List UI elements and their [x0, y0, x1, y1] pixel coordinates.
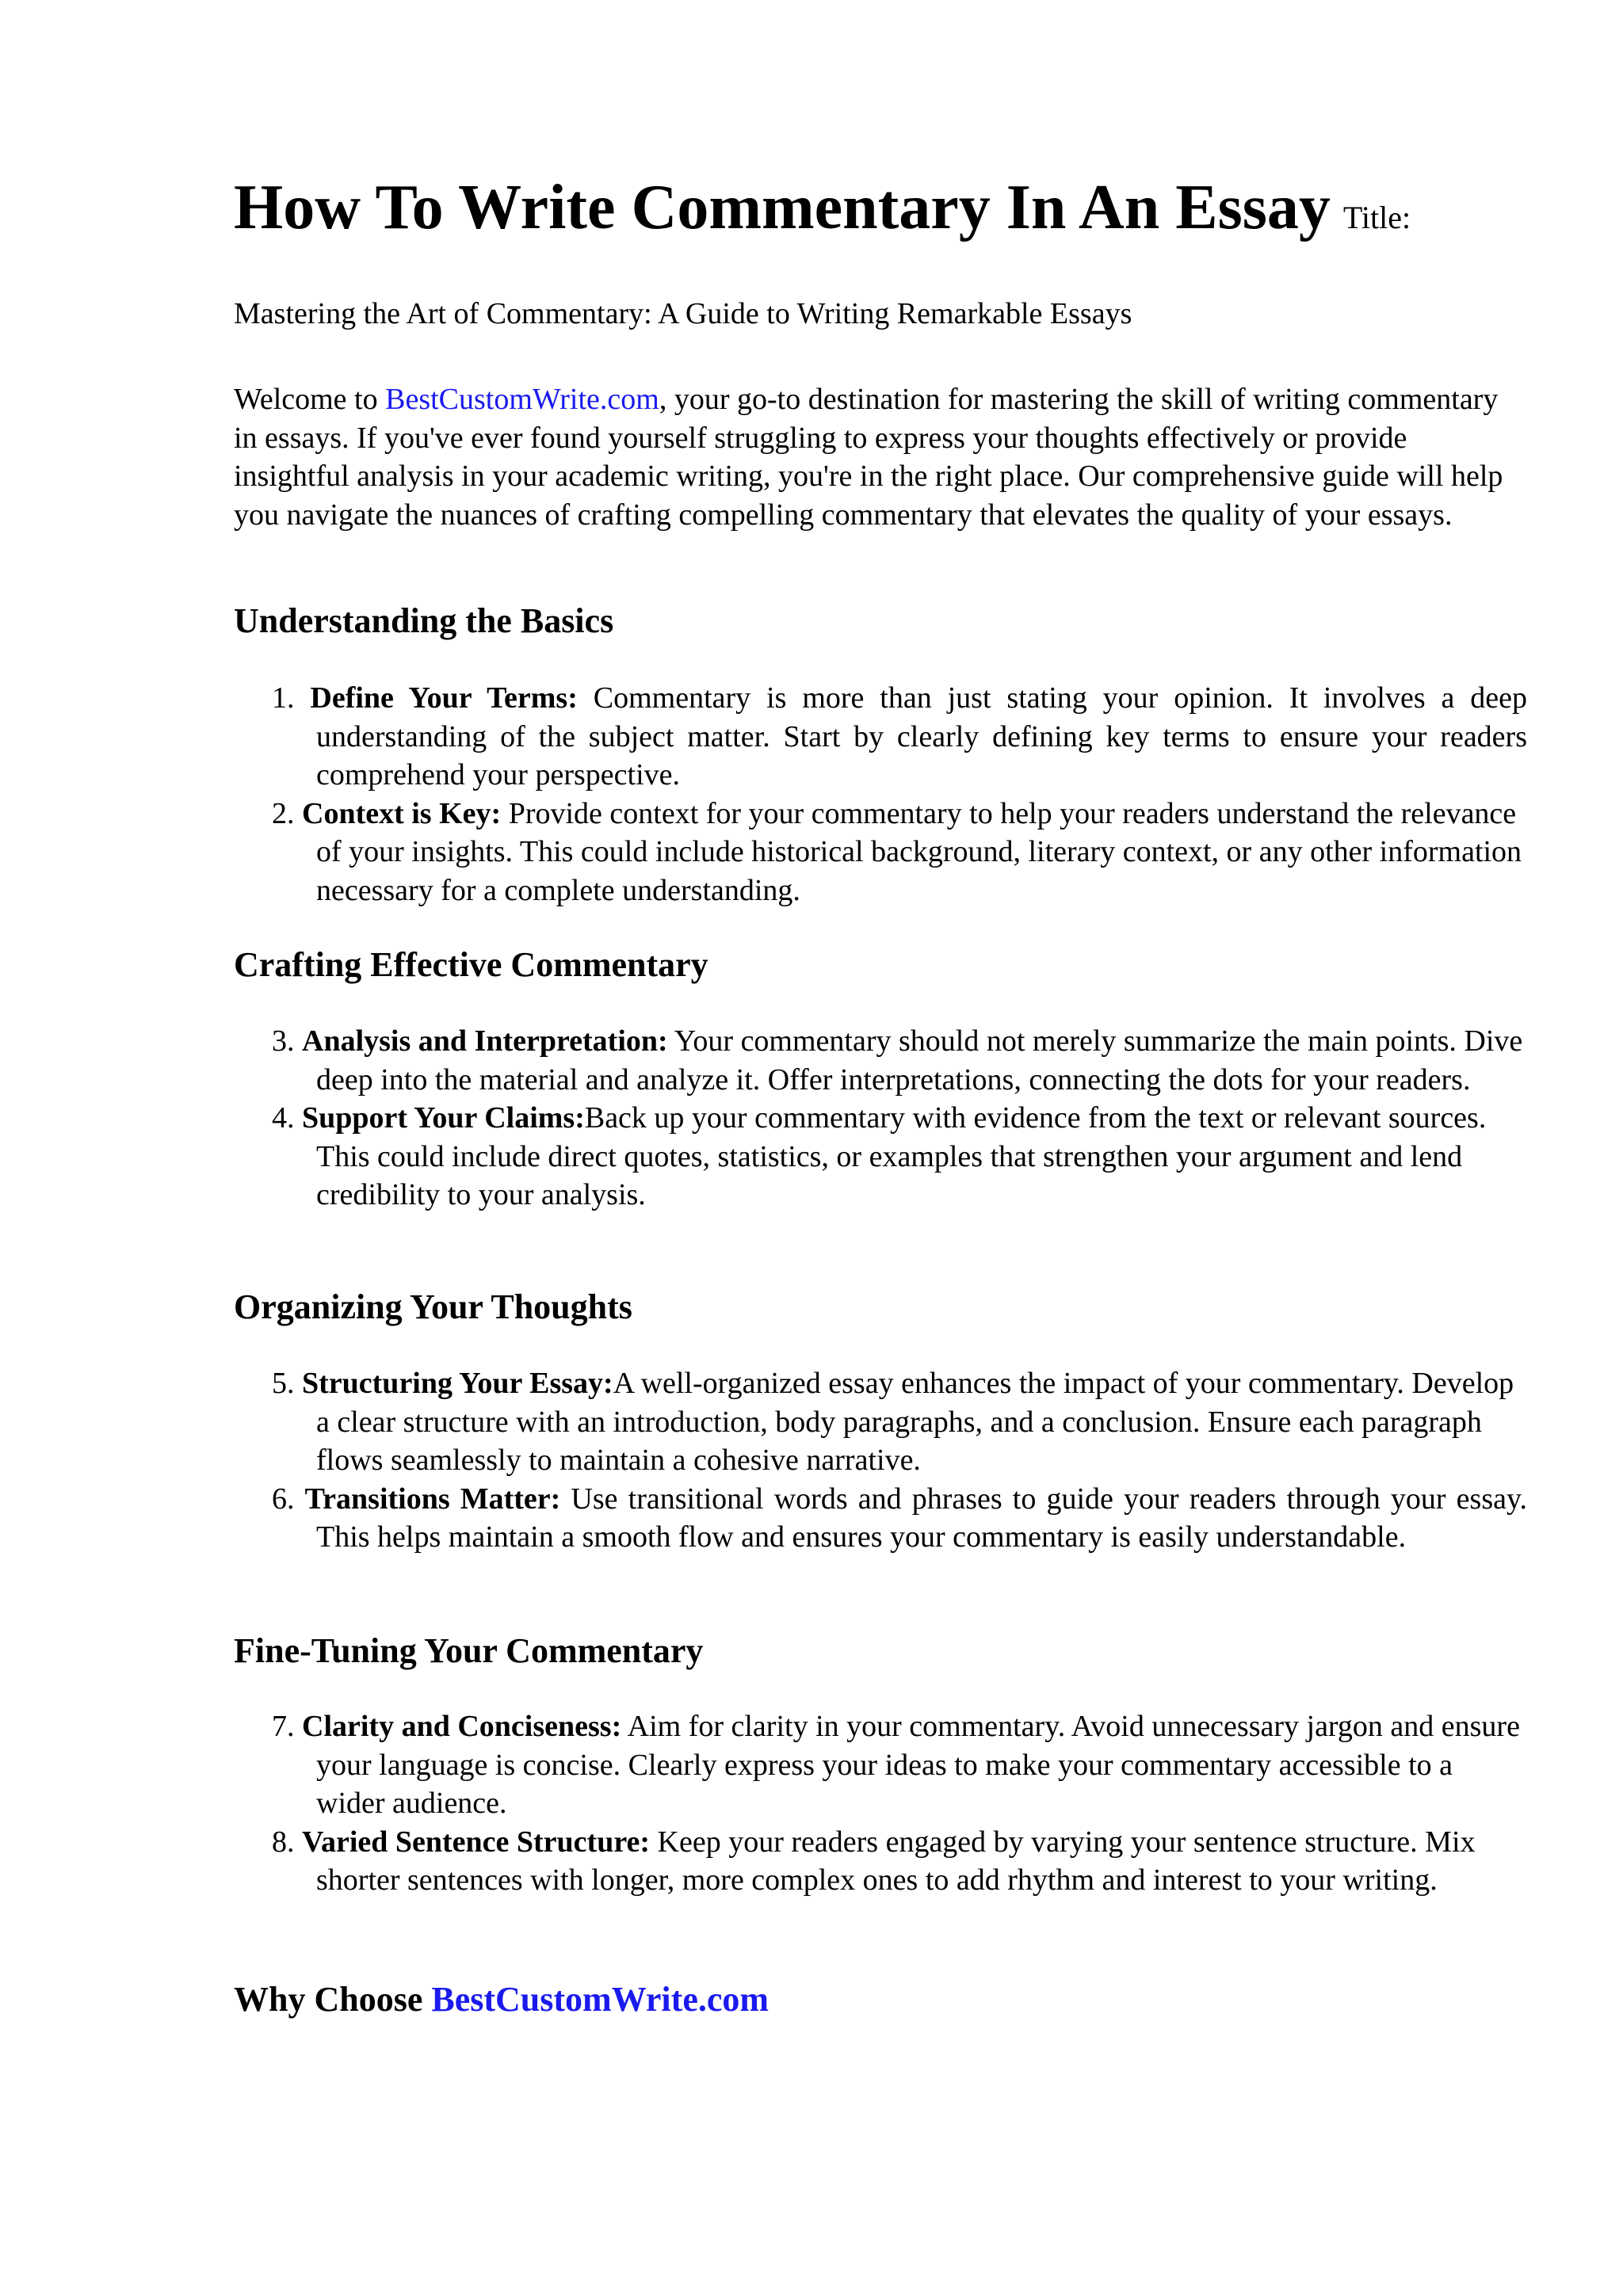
section-heading-basics: Understanding the Basics	[234, 601, 614, 640]
list-item-term: Support Your Claims:	[302, 1101, 585, 1135]
title-text: How To Write Commentary In An Essay	[234, 173, 1331, 242]
list-item-number: 4.	[272, 1101, 295, 1135]
list-item-text: Keep your readers engaged by varying your sentence structure. Mix shorter sentences with longer, more complex ones to add rhythm and interest to your writing.	[316, 1825, 1476, 1897]
list-item-text: Your commentary should not merely summarize the main points. Dive deep into the material and analyze it. Offer interpretations, connecting the dots for your readers.	[316, 1024, 1523, 1097]
list-item-term: Varied Sentence Structure:	[302, 1825, 651, 1859]
list-crafting	[272, 1022, 1527, 1215]
intro-text-rest: , your go-to destination for mastering the skill of writing commentary in essays. If you've ever found yourself struggling to express your thoughts effectively or provide insightful analysis in your academic writing, you're in the right place. Our comprehensive guide will help you navigate the nuances of crafting compelling commentary that elevates the quality of your essays.	[234, 383, 1503, 532]
list-item-term: Context is Key:	[302, 796, 502, 830]
list-item-term: Clarity and Conciseness:	[302, 1710, 622, 1743]
why-choose-prefix: Why Choose	[234, 1980, 432, 2019]
intro-site-link[interactable]: BestCustomWrite.com	[385, 383, 659, 416]
list-item-text: Aim for clarity in your commentary. Avoid unnecessary jargon and ensure your language is concise. Clearly express your ideas to make your commentary accessible to a wider audience.	[316, 1710, 1520, 1820]
list-item-number: 2.	[272, 796, 295, 830]
title-suffix: Title:	[1342, 200, 1411, 235]
subtitle: Mastering the Art of Commentary: A Guide to Writing Remarkable Essays	[234, 297, 1132, 330]
list-item-number: 7.	[272, 1710, 295, 1743]
list-item-number: 1.	[272, 681, 295, 715]
section-heading-crafting: Crafting Effective Commentary	[234, 945, 708, 984]
list-item-number: 6.	[272, 1482, 295, 1516]
list-item-text: Provide context for your commentary to help your readers understand the relevance of your insights. This could include historical background, literary context, or any other information necessary for a complete understanding.	[316, 796, 1522, 907]
list-item	[272, 795, 1527, 910]
list-fine-tuning	[272, 1707, 1527, 1900]
why-choose-heading	[234, 1979, 769, 2021]
section-heading-fine-tuning: Fine-Tuning Your Commentary	[234, 1631, 704, 1670]
list-item	[272, 1707, 1527, 1823]
list-item-term: Analysis and Interpretation:	[302, 1024, 668, 1058]
list-item	[272, 1022, 1527, 1099]
list-organizing	[272, 1364, 1527, 1557]
list-item	[272, 1099, 1527, 1215]
list-item-text: Commentary is more than just stating your opinion. It involves a deep understanding of the subject matter. Start by clearly defining key terms to ensure your readers comprehend your perspective.	[316, 681, 1528, 791]
list-basics	[272, 679, 1527, 910]
list-item	[272, 1480, 1527, 1557]
intro-text-start: Welcome to	[234, 383, 386, 416]
why-choose-site-link[interactable]: BestCustomWrite.com	[431, 1980, 769, 2019]
list-item-text: Back up your commentary with evidence from the text or relevant sources. This could include direct quotes, statistics, or examples that strengthen your argument and lend credibility to your analysis.	[316, 1101, 1487, 1211]
list-item-number: 8.	[272, 1825, 295, 1859]
list-item-text: A well-organized essay enhances the impact of your commentary. Develop a clear structure with an introduction, body paragraphs, and a conclusion. Ensure each paragraph flows seamlessly to maintain a cohesive narrative.	[316, 1367, 1514, 1477]
list-item-text: Use transitional words and phrases to guide your readers through your essay. This helps maintain a smooth flow and ensures your commentary is easily understandable.	[316, 1482, 1528, 1554]
list-item-term: Transitions Matter:	[304, 1482, 561, 1516]
list-item	[272, 1364, 1527, 1480]
section-heading-organizing: Organizing Your Thoughts	[234, 1287, 632, 1326]
list-item-term: Structuring Your Essay:	[302, 1367, 613, 1400]
list-item-term: Define Your Terms:	[310, 681, 578, 715]
list-item	[272, 679, 1527, 795]
list-item-number: 5.	[272, 1367, 295, 1400]
intro-paragraph	[234, 380, 1527, 534]
list-item-number: 3.	[272, 1024, 295, 1058]
list-item	[272, 1823, 1527, 1900]
page-title	[234, 173, 1411, 242]
